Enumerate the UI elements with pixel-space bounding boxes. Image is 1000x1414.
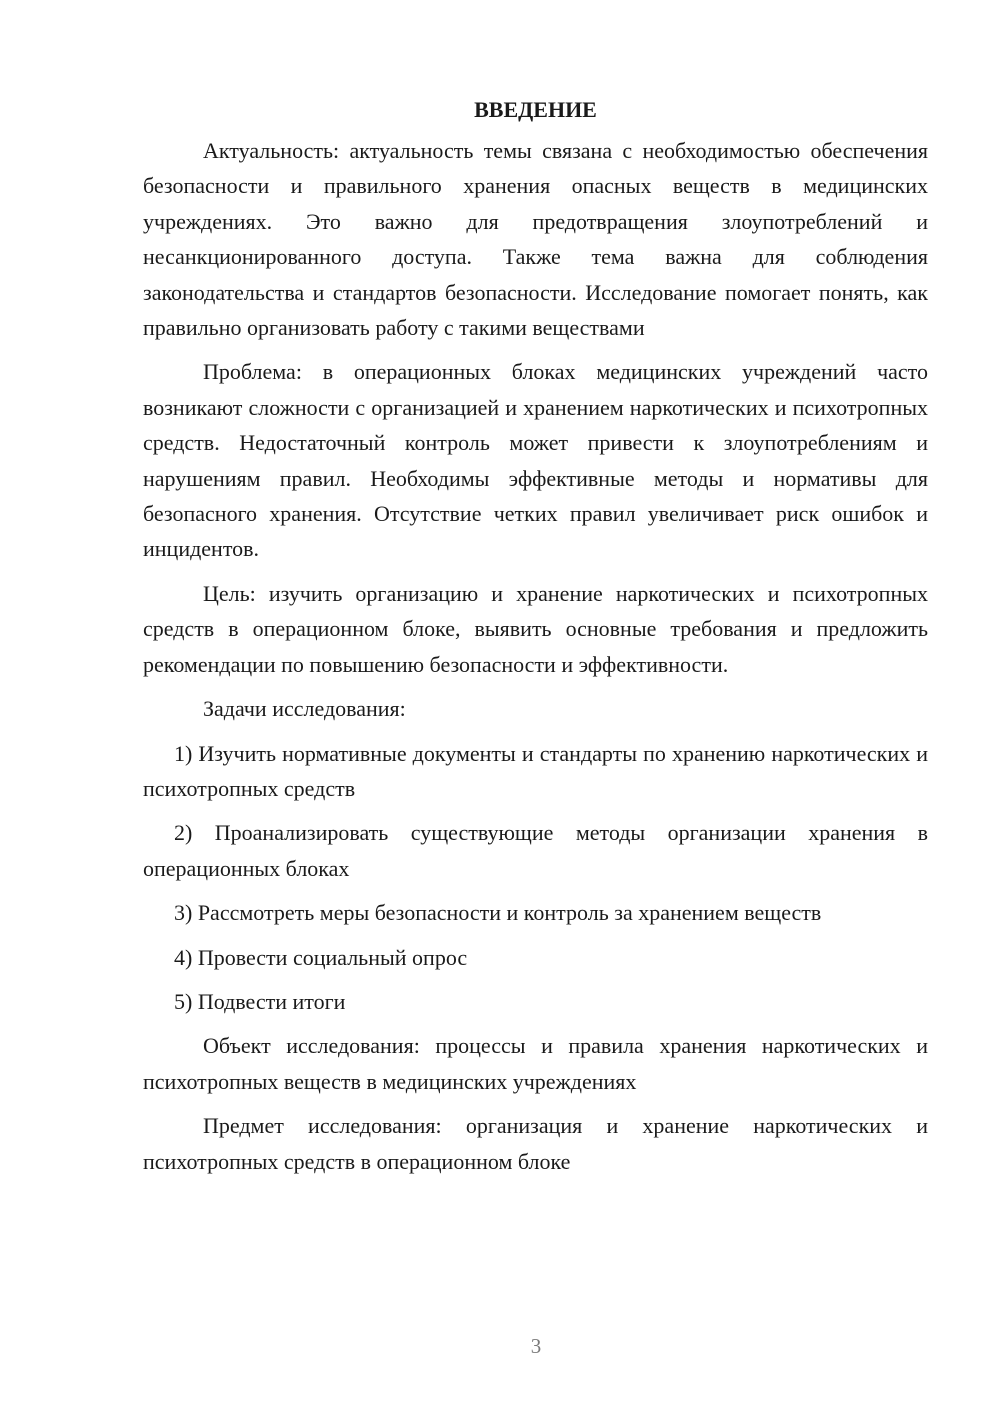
task-item-3: 3) Рассмотреть меры безопасности и контроль за хранением веществ (174, 900, 822, 926)
tasks-heading: Задачи исследования: (203, 696, 406, 722)
relevance-paragraph: Актуальность: актуальность темы связана с необходимостью обеспечения безопасности и правильного хранения опасных веществ в медицинских учреждениях. Это важно для предотвращения злоупотреблений и несанкционированного доступа. Также тема важна для соблюдения законодательства и стандартов безопасности. Исследование помогает понять, как правильно организовать работу с такими веществами (143, 138, 928, 341)
task-item-1: 1) Изучить нормативные документы и стандарты по хранению наркотических и психотропных средств (143, 740, 928, 801)
subject-paragraph: Предмет исследования: организация и хранение наркотических и психотропных средств в операционном блоке (143, 1113, 928, 1174)
object-paragraph: Объект исследования: процессы и правила хранения наркотических и психотропных веществ в медицинских учреждениях (143, 1033, 928, 1094)
task-item-5: 5) Подвести итоги (174, 988, 346, 1014)
problem-paragraph: Проблема: в операционных блоках медицинских учреждений часто возникают сложности с организацией и хранением наркотических и психотропных средств. Недостаточный контроль может привести к злоупотреблениям и нарушениям правил. Необходимы эффективные методы и нормативы для безопасного хранения. Отсутствие четких правил увеличивает риск ошибок и инцидентов. (143, 359, 928, 562)
goal-paragraph: Цель: изучить организацию и хранение наркотических и психотропных средств в операционном блоке, выявить основные требования и предложить рекомендации по повышению безопасности и эффективности. (143, 580, 928, 677)
page-title: ВВЕДЕНИЕ (474, 97, 597, 122)
page-number: 3 (530, 1334, 542, 1358)
task-item-2: 2) Проанализировать существующие методы организации хранения в операционных блоках (143, 820, 928, 881)
task-item-4: 4) Провести социальный опрос (174, 944, 468, 970)
page-content (143, 92, 928, 1188)
